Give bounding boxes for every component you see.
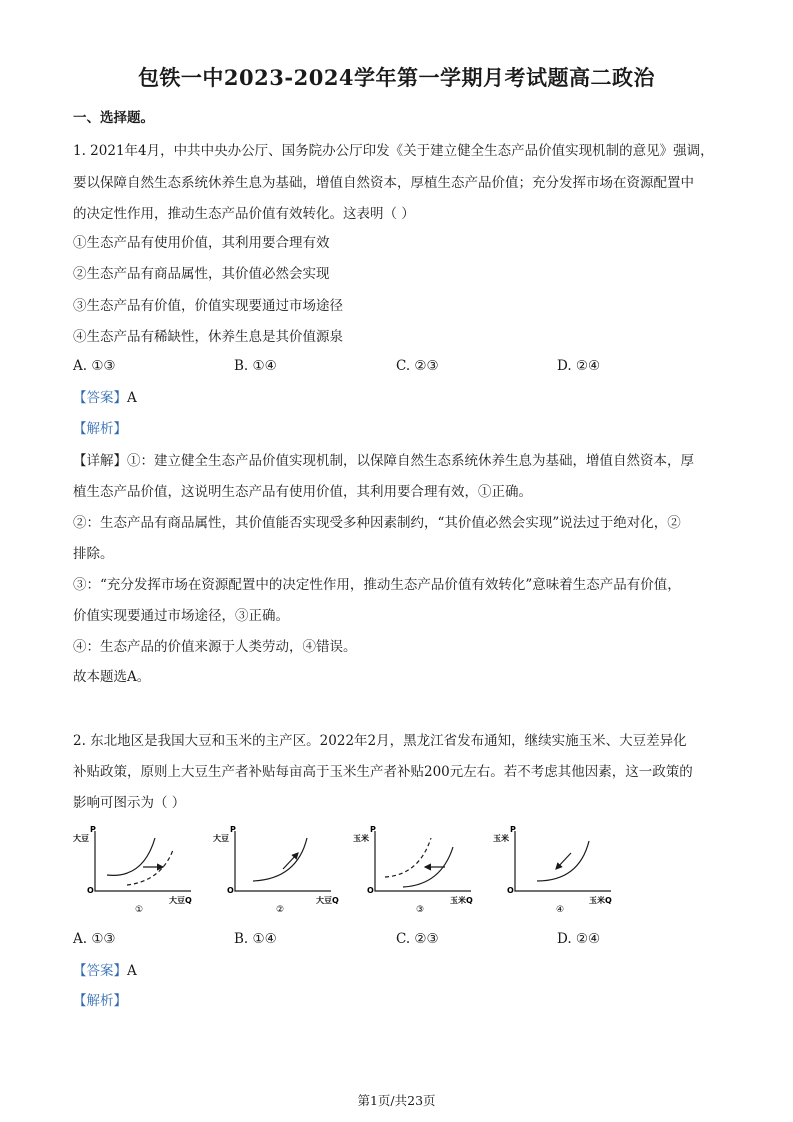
x-axis-label: 大豆Q [169,896,192,905]
q1-answer [73,388,723,408]
graph-number: ① [135,905,144,915]
arrow-icon [283,853,298,869]
q1-statement: ④生态产品有稀缺性，休养生息是其价值源泉 [73,329,343,345]
q1-detail-line [73,451,723,471]
detail-text: ①：建立健全生态产品价值实现机制，以保障自然生态系统休养生息为基础，增值自然资本，厚 [127,453,694,469]
origin-label: O [227,886,234,895]
q1-analysis-tag: 【解析】 [73,421,127,437]
graph-1 [73,823,208,918]
arrow-icon [556,853,571,869]
x-axis-label: 玉米Q [450,896,473,905]
origin-label: O [367,886,374,895]
q2-option-c: C. ②③ [396,931,439,947]
q1-conclusion: 故本题选A。 [73,669,151,685]
q1-detail-line: 植生态产品价值，这说明生态产品有使用价值，其利用要合理有效，①正确。 [73,484,532,500]
page-footer: 第1页/共23页 [357,1093,436,1108]
q1-option-d: D. ②④ [557,358,601,374]
y-axis-label: 大豆 [73,834,89,843]
x-axis-label: 大豆Q [316,896,339,905]
q2-analysis-tag: 【解析】 [73,993,127,1009]
answer-value: A [127,390,137,406]
origin-label: O [507,886,514,895]
q1-option-a: A. ①③ [73,358,116,374]
origin-label: O [87,886,94,895]
graph-number: ④ [556,905,565,915]
axes [375,831,471,891]
answer-tag: 【答案】 [73,963,127,979]
q1-detail-line: 排除。 [73,546,114,562]
graph-4 [493,823,628,918]
axes [235,831,331,891]
axes [95,831,191,891]
p-label: P [230,825,236,834]
x-axis-label: 玉米Q [589,896,612,905]
q1-detail-line: ②：生态产品有商品属性，其价值能否实现受多种因素制约，“其价值必然会实现”说法过于绝对化，② [73,515,681,531]
graph-3 [353,823,488,918]
q1-statement: ②生态产品有商品属性，其价值必然会实现 [73,266,330,282]
detail-tag: 【详解】 [73,453,127,469]
q2-option-d: D. ②④ [557,931,601,947]
graph-number: ② [276,905,285,915]
answer-value: A [127,963,137,979]
q2-option-a: A. ①③ [73,931,116,947]
q1-detail-line: ③：“充分发挥市场在资源配置中的决定性作用，推动生态产品价值有效转化”意味着生态产品有价值， [73,577,681,593]
q1-option-c: C. ②③ [396,358,439,374]
p-label: P [90,825,96,834]
q1-statement: ③生态产品有价值，价值实现要通过市场途径 [73,298,343,314]
supply-curve [253,838,307,881]
p-label: P [370,825,376,834]
y-axis-label: 玉米 [493,834,509,843]
q1-statement: ①生态产品有使用价值，其利用要合理有效 [73,235,330,251]
p-label: P [510,825,516,834]
y-axis-label: 大豆 [213,834,229,843]
q1-stem-line: 1. 2021年4月，中共中央办公厅、国务院办公厅印发《关于建立健全生态产品价值实现机制的意见》强调， [73,143,714,159]
graph-number: ③ [416,905,425,915]
q1-option-b: B. ①④ [234,358,277,374]
answer-tag: 【答案】 [73,390,127,406]
supply-curve [107,838,155,875]
q1-stem-line: 要以保障自然生态系统休养生息为基础，增值自然资本，厚植生态产品价值；充分发挥市场在资源配置中 [73,175,694,191]
section-heading: 一、选择题。 [73,110,154,126]
y-axis-label: 玉米 [353,834,369,843]
q1-detail-line: 价值实现要通过市场途径，③正确。 [73,608,289,624]
q2-stem-line: 2. 东北地区是我国大豆和玉米的主产区。2022年2月，黑龙江省发布通知，继续实施玉米、大豆差异化 [73,733,687,749]
page-title: 包铁一中2023-2024学年第一学期月考试题高二政治 [137,65,656,90]
q2-answer [73,961,723,981]
graph-2 [213,823,348,918]
q2-option-b: B. ①④ [234,931,277,947]
shifted-curve [385,838,431,877]
q2-stem-line: 影响可图示为（ ） [73,795,186,811]
q1-detail-line: ④：生态产品的价值来源于人类劳动，④错误。 [73,639,357,655]
q2-stem-line: 补贴政策，原则上大豆生产者补贴每亩高于玉米生产者补贴200元左右。若不考虑其他因素，这一政策的 [73,764,693,780]
q1-stem-line: 的决定性作用，推动生态产品价值有效转化。这表明（ ） [73,206,415,222]
